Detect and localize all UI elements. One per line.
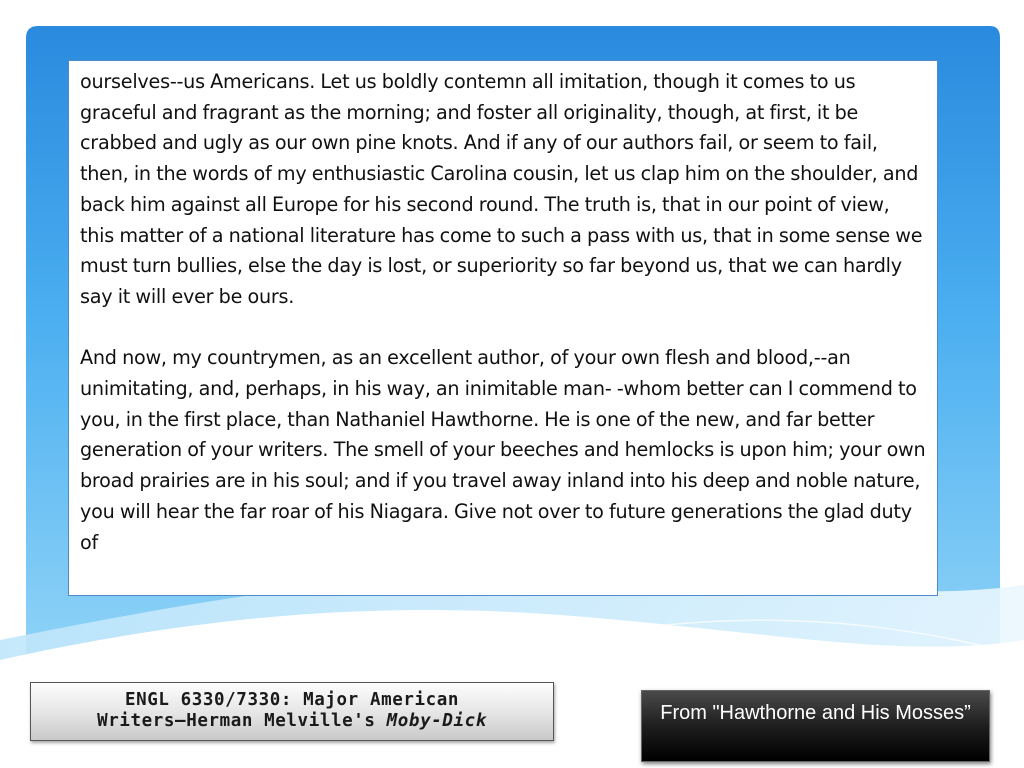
- course-title-line-2-prefix: Writers—Herman Melville's: [97, 711, 387, 731]
- course-title-book: Moby-Dick: [386, 711, 487, 731]
- course-title-line-2: [31, 711, 553, 732]
- passage-paragraph-2: And now, my countrymen, as an excellent author, of your own flesh and blood,--an unimitating, and, perhaps, in his way, an inimitable man- -whom better can I commend to you, in the first place, than Nathaniel Hawthorne. He is one of the new, and far better generation of your writers. The smell of your beeches and hemlocks is upon him; your own broad prairies are in his soul; and if you travel away inland into his deep and noble nature, you will hear the far roar of his Niagara. Give not over to future generations the glad duty of: [80, 346, 926, 554]
- course-title-line-1: ENGL 6330/7330: Major American: [124, 690, 460, 710]
- passage-paragraph-1: ourselves--us Americans. Let us boldly contemn all imitation, though it comes to us graceful and fragrant as the morning; and foster all originality, though, at first, it be crabbed and ugly as our own pine knots. And if any of our authors fail, or seem to fail, then, in the words of my enthusiastic Carolina cousin, let us clap him on the shoulder, and back him against all Europe for his second round. The truth is, that in our point of view, this matter of a national literature has come to such a pass with us, that in some sense we must turn bullies, else the day is lost, or superiority so far beyond us, that we can hardly say it will ever be ours.: [80, 70, 923, 308]
- source-label-box: [641, 690, 990, 762]
- source-label: From "Hawthorne and His Mosses”: [660, 702, 971, 724]
- course-title-box: [30, 682, 554, 741]
- passage-text-box: [68, 60, 938, 596]
